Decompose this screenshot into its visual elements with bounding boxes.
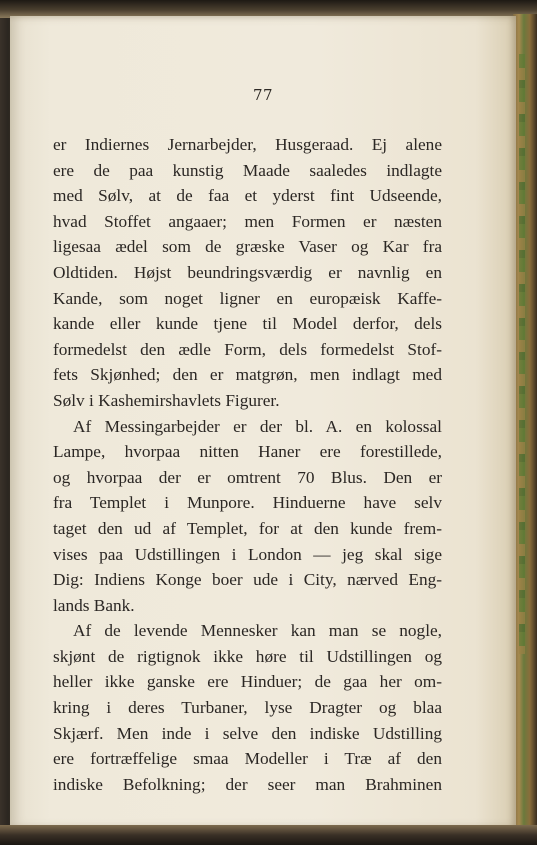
text-line: Af de levende Mennesker kan man se nogle, bbox=[73, 621, 442, 641]
text-line: med Sølv, at de faa et yderst fint Udseende, bbox=[53, 186, 442, 206]
text-line: Kande, som noget ligner en europæisk Kaffe- bbox=[53, 288, 442, 308]
text-line: heller ikke ganske ere Hinduer; de gaa her om- bbox=[53, 672, 442, 692]
book-bottom-edge bbox=[0, 825, 537, 845]
text-line: ligesaa ædel som de græske Vaser og Kar fra bbox=[53, 237, 442, 257]
text-line: formedelst den ædle Form, dels formedelst Stof- bbox=[53, 339, 442, 359]
text-line: er Indiernes Jernarbejder, Husgeraad. Ej alene bbox=[53, 135, 442, 154]
text-line: kande eller kunde tjene til Model derfor, dels bbox=[53, 314, 442, 334]
text-line: hvad Stoffet angaaer; men Formen er næsten bbox=[53, 211, 442, 231]
text-line: fra Templet i Munpore. Hinduerne have selv bbox=[53, 493, 442, 513]
text-line: ere de paa kunstig Maade saaledes indlagte bbox=[53, 160, 442, 180]
text-line: Skjærf. Men inde i selve den indiske Udstilling bbox=[53, 723, 442, 743]
text-line: Lampe, hvorpaa nitten Haner ere forestillede, bbox=[53, 442, 442, 462]
text-line: Dig: Indiens Konge boer ude i City, nærved Eng- bbox=[53, 570, 442, 590]
text-line: taget den ud af Templet, for at den kunde frem- bbox=[53, 518, 442, 538]
book-page bbox=[10, 16, 516, 828]
text-line: Af Messingarbejder er der bl. A. en kolossal bbox=[73, 416, 442, 436]
book-spine-edge bbox=[513, 14, 537, 834]
text-line: Sølv i Kashemirshavlets Figurer. bbox=[53, 390, 280, 410]
text-line: skjønt de rigtignok ikke høre til Udstillingen og bbox=[53, 646, 442, 666]
text-line: indiske Befolkning; der seer man Brahminen bbox=[53, 774, 442, 794]
page-body-text bbox=[53, 132, 442, 797]
text-line: ere fortræffelige smaa Modeller i Træ af den bbox=[53, 749, 442, 769]
text-line: Oldtiden. Højst beundringsværdig er navnlig en bbox=[53, 262, 442, 282]
text-line: lands Bank. bbox=[53, 595, 135, 615]
text-line: vises paa Udstillingen i London — jeg skal sige bbox=[53, 544, 442, 564]
text-line: fets Skjønhed; den er matgrøn, men indlagt med bbox=[53, 365, 442, 385]
text-line: og hvorpaa der er omtrent 70 Blus. Den er bbox=[53, 467, 442, 487]
page-number: 77 bbox=[252, 86, 274, 104]
text-line: kring i deres Turbaner, lyse Dragter og blaa bbox=[53, 698, 442, 718]
